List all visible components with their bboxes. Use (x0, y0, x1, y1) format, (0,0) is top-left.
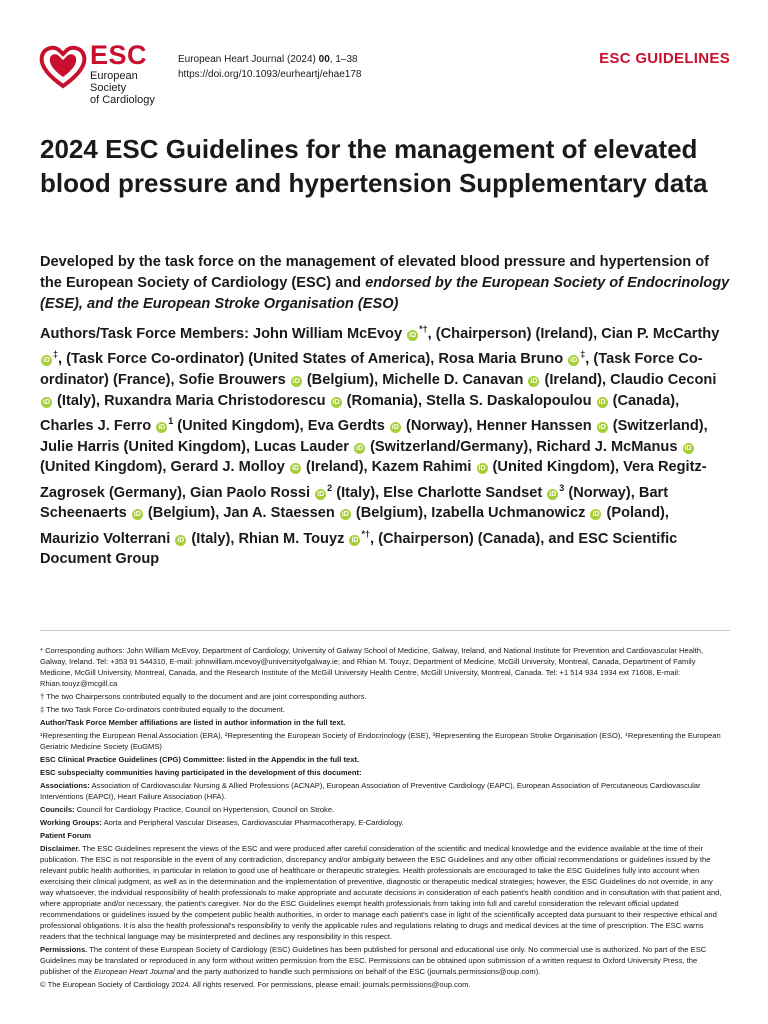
doi-link[interactable]: https://doi.org/10.1093/eurheartj/ehae178 (178, 69, 362, 80)
orcid-icon[interactable]: iD (292, 377, 300, 385)
orcid-icon[interactable]: iD (530, 377, 538, 385)
permissions-note: Permissions. The content of these European Society of Cardiology (ESC) Guidelines has been published for personal and educational use only. No commercial use is authorized. No part of the ESC Guidelines may be translated or reproduced in any form without written permission from the ESC. Permissions can be obtained upon submission of a written request to Oxford University Press, the publisher of the European Heart Journal and the party authorized to handle such permissions on behalf of the ESC (journals.permissions@oup.com). (40, 945, 707, 976)
orcid-icon[interactable]: iD (592, 511, 600, 519)
author-affiliation: (Canada), (608, 392, 680, 409)
author-affiliation: (United Kingdom), Vera Regitz-Zagrosek (Germany), (40, 459, 707, 501)
orcid-icon[interactable]: iD (478, 465, 486, 473)
author-affiliation: (Romania), (342, 392, 427, 409)
author-affiliation: (Italy), (187, 530, 239, 547)
orcid-icon[interactable]: iD (332, 398, 340, 406)
councils-note: Councils: Council for Cardiology Practice, Council on Hypertension, Council on Stroke. (40, 805, 335, 814)
corresponding-note: * Corresponding authors: John William McEvoy, Department of Cardiology, University of Galway School of Medicine, Galway, Ireland, and National Institute for Prevention and Cardiovascular Health, Galway, Ireland. Tel: +353 91 544310, E-mail: johnwilliam.mcevoy@universityofgalway.ie; and Rhian M. Touyz, Department of Medicine, McGill University, Montreal, Canada, Department of Family Medicine, McGill University, Montreal, Canada, and the Research Institute of the McGill University Health Centre, McGill University, Montreal, Canada. Tel: +1 514 934 1934 ext 71608, E-mail: Rhian.touyz@mcgill.ca (40, 646, 704, 688)
patient-forum: Patient Forum (40, 831, 92, 840)
author-affiliation: (United Kingdom), (40, 459, 171, 476)
author-affiliation: (Belgium), (351, 505, 432, 522)
author-name: Charles J. Ferro (40, 417, 152, 434)
orcid-icon[interactable]: iD (158, 423, 166, 431)
footnotes (40, 645, 728, 992)
author-name: Rosa Maria Bruno (438, 351, 564, 368)
orcid-icon[interactable]: iD (570, 357, 578, 365)
author-affiliation: (Belgium), (143, 505, 224, 522)
author-affiliation: (Belgium), (302, 371, 383, 388)
orcid-icon[interactable]: iD (133, 511, 141, 519)
author-affiliation: (Italy), (53, 392, 105, 409)
author-affiliation: (Norway), (401, 417, 477, 434)
author-affiliation: (United Kingdom), (173, 417, 308, 434)
orcid-icon[interactable]: iD (351, 536, 359, 544)
author-affiliation: , (Chairperson) (Canada), and ESC Scientific Document Group (40, 530, 678, 568)
author-affiliation: (Italy), (332, 484, 384, 501)
orcid-icon[interactable]: iD (684, 444, 692, 452)
author-name: Izabella Uchmanowicz (431, 505, 586, 522)
author-name: Bart Scheenaerts (40, 484, 669, 522)
ddagger-note: ‡ The two Task Force Co-ordinators contributed equally to the document. (40, 705, 285, 714)
author-name: Maurizio Volterrani (40, 530, 171, 547)
cpg-heading: ESC Clinical Practice Guidelines (CPG) Committee: listed in the Appendix in the full text. (40, 755, 360, 764)
orcid-icon[interactable]: iD (43, 398, 50, 406)
author-name: Lucas Lauder (254, 438, 349, 455)
subtitle: Developed by the task force on the management of elevated blood pressure and hypertension of the European Society of Cardiology (ESC) and endorsed by the European Society of Endocrinology (ESE), and the European Stroke Organisation (ESO) (40, 254, 730, 312)
divider (40, 630, 730, 631)
orcid-icon[interactable]: iD (409, 331, 417, 339)
author-name: Authors/Task Force Members: John William McEvoy (40, 325, 403, 342)
author-footnote-mark: 1 (168, 416, 174, 427)
author-name: Eva Gerdts (307, 417, 385, 434)
author-affiliation: (Switzerland), Julie Harris (United Kingdom), (40, 417, 708, 455)
author-footnote-mark: 2 (327, 482, 333, 493)
author-name: Sofie Brouwers (178, 371, 286, 388)
heart-logo-icon (38, 42, 88, 90)
author-footnote-mark: 3 (559, 482, 565, 493)
page-header (38, 40, 730, 106)
author-footnote-mark: ‡ (53, 349, 59, 360)
author-name: Michelle D. Canavan (382, 371, 524, 388)
working-groups-note: Working Groups: Aorta and Peripheral Vascular Diseases, Cardiovascular Pharmacotherapy, E-Cardiology. (40, 818, 404, 827)
author-affiliation: (Ireland), (540, 371, 611, 388)
author-affiliation: , (Task Force Co-ordinator) (France), (40, 351, 703, 388)
page-title: 2024 ESC Guidelines for the management of elevated blood pressure and hypertension Supplementary data (40, 134, 708, 198)
author-name: Richard J. McManus (536, 438, 678, 455)
logo-subtitle: European Society of Cardiology (90, 70, 155, 106)
author-name: Else Charlotte Sandset (383, 484, 543, 501)
author-name: Gerard J. Molloy (170, 459, 285, 476)
subspecialty-heading: ESC subspecialty communities having participated in the development of this document: (40, 768, 362, 777)
author-footnote-mark: *† (361, 528, 370, 539)
author-list (40, 319, 730, 570)
author-footnote-mark: ‡ (580, 349, 586, 360)
author-name: Ruxandra Maria Christodorescu (104, 392, 326, 409)
orcid-icon[interactable]: iD (291, 465, 299, 473)
author-affiliation: , (Chairperson) (Ireland), (427, 325, 602, 342)
orcid-icon[interactable]: iD (341, 511, 349, 519)
author-name: Kazem Rahimi (371, 459, 472, 476)
logo-text: ESC (90, 40, 148, 70)
orcid-icon[interactable]: iD (549, 490, 557, 498)
orcid-icon[interactable]: iD (43, 357, 50, 365)
author-affiliation: , (Task Force Co-ordinator) (United States of America), (58, 351, 439, 368)
author-name: Rhian M. Touyz (238, 530, 345, 547)
affiliations-heading: Author/Task Force Member affiliations are listed in author information in the full text. (40, 718, 346, 727)
author-footnote-mark: *† (419, 324, 428, 334)
author-name: Gian Paolo Rossi (190, 484, 311, 501)
author-name: Cian P. McCarthy (601, 325, 720, 342)
orcid-icon[interactable]: iD (598, 398, 606, 406)
author-affiliation: (Norway), (564, 484, 639, 501)
associations-note: Associations: Association of Cardiovascular Nursing & Allied Professions (ACNAP), European Association of Preventive Cardiology (EAPC), European Association of Percutaneous Cardiovascular Interventions (EAPCI), Heart Failure Association (HFA). (40, 781, 701, 801)
author-name: Jan A. Staessen (223, 505, 335, 522)
author-affiliation: (Poland), (602, 505, 669, 522)
author-name: Henner Hanssen (476, 417, 592, 434)
representing-note: ¹Representing the European Renal Association (ERA), ²Representing the European Society of Endocrinology (ESE), ³Representing the European Stroke Organisation (ESO), ⁴Representing the European Geriatric Medicine Society (EuGMS) (40, 731, 721, 751)
orcid-icon[interactable]: iD (391, 423, 399, 431)
dagger-note: † The two Chairpersons contributed equally to the document and are joint corresponding authors. (40, 692, 367, 701)
orcid-icon[interactable]: iD (598, 423, 606, 431)
journal-citation: European Heart Journal (2024) 00, 1–38 https://doi.org/10.1093/eurheartj/ehae178 (178, 54, 362, 80)
orcid-icon[interactable]: iD (356, 444, 364, 452)
author-name: Stella S. Daskalopoulou (426, 392, 592, 409)
disclaimer-note: Disclaimer. The ESC Guidelines represent the views of the ESC and were produced after careful consideration of the scientific and medical knowledge and the evidence available at the time of their publication. The ESC is not responsible in the event of any contradiction, discrepancy and/or ambiguity between the ESC Guidelines and any other official recommendations or guidelines issued by the relevant public health authorities, in particular in relation to good use of healthcare or therapeutic strategies. Health professionals are encouraged to take the ESC Guidelines fully into account when exercising their clinical judgment, as well as in the determination and the implementation of preventive, diagnostic or therapeutic medical strategies; however, the ESC Guidelines do not override, in any way whatsoever, the individual responsibility of health professionals to make appropriate and accurate decisions in consideration of each patient's health condition and in consultation with that patient and, where appropriate and/or necessary, the patient's caregiver. Nor do the ESC Guidelines exempt health professionals from taking into full and careful consideration the relevant official updated recommendations or guidelines issued by the competent public health authorities, in order to manage each patient's case in light of the scientifically accepted data pursuant to their respective ethical and professional obligations. It is also the health professional's responsibility to verify the applicable rules and regulations relating to drugs and medical devices at the time of prescription. The ESC warns readers that the technical language may be misinterpreted and declines any responsibility in this respect. (40, 844, 722, 941)
orcid-icon[interactable]: iD (177, 536, 185, 544)
copyright-note: © The European Society of Cardiology 2024. All rights reserved. For permissions, please email: journals.permissions@oup.com. (40, 980, 471, 989)
section-tag: ESC GUIDELINES (599, 50, 730, 67)
author-affiliation: (Ireland), (301, 459, 372, 476)
author-affiliation: (Switzerland/Germany), (366, 438, 537, 455)
orcid-icon[interactable]: iD (317, 490, 325, 498)
esc-logo (38, 40, 168, 106)
author-name: Claudio Ceconi (610, 371, 717, 388)
